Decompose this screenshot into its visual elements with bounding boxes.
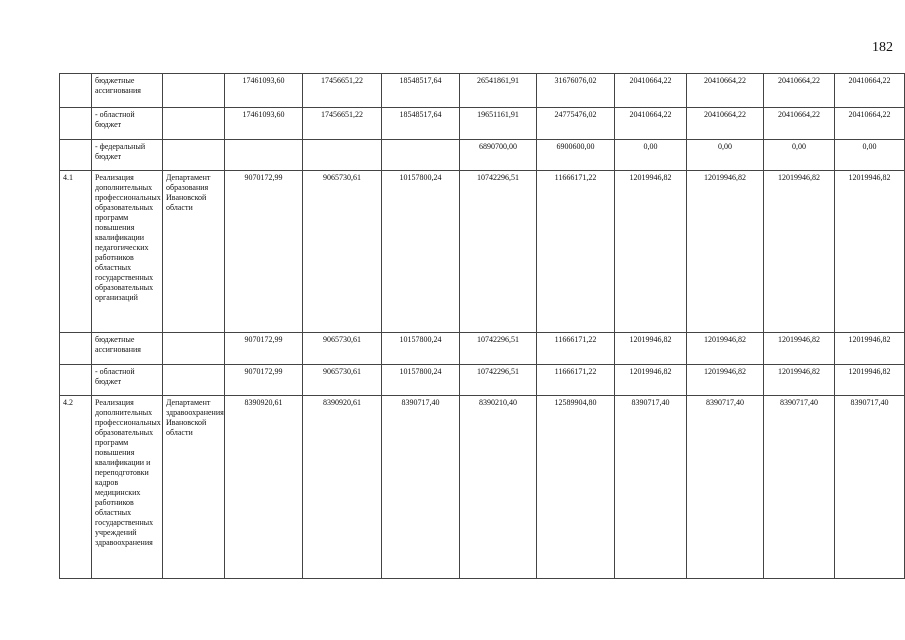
value-cell: 12019946,82 (615, 365, 687, 396)
value-cell: 17456651,22 (303, 108, 382, 140)
row-executor-cell (163, 74, 225, 108)
value-cell: 31676076,02 (537, 74, 615, 108)
value-cell: 9065730,61 (303, 171, 382, 333)
row-executor-cell (163, 140, 225, 171)
value-cell: 0,00 (615, 140, 687, 171)
value-cell: 9065730,61 (303, 333, 382, 365)
row-code-cell (60, 365, 92, 396)
value-cell: 19651161,91 (460, 108, 537, 140)
value-cell: 0,00 (687, 140, 764, 171)
table-row (60, 140, 905, 171)
value-cell: 18548517,64 (382, 74, 460, 108)
value-cell: 9070172,99 (225, 171, 303, 333)
value-cell: 24775476,02 (537, 108, 615, 140)
row-code-cell (60, 140, 92, 171)
value-cell: 10742296,51 (460, 171, 537, 333)
row-code-cell: 4.2 (60, 396, 92, 579)
value-cell: 20410664,22 (835, 108, 905, 140)
table-row (60, 333, 905, 365)
value-cell: 8390920,61 (303, 396, 382, 579)
row-name-cell: - областной бюджет (92, 365, 163, 396)
value-cell: 11666171,22 (537, 365, 615, 396)
row-name-cell: Реализация дополнительных профессиональных образовательных программ повышения квалификации педагогических работников областных государственных образовательных организаций (92, 171, 163, 333)
value-cell: 20410664,22 (615, 108, 687, 140)
value-cell: 0,00 (835, 140, 905, 171)
table-row (60, 365, 905, 396)
row-name-cell: Реализация дополнительных профессиональных образовательных программ повышения квалификации и переподготовки кадров медицинских работников областных государственных учреждений здравоохранения (92, 396, 163, 579)
value-cell: 17461093,60 (225, 108, 303, 140)
row-name-cell: бюджетные ассигнования (92, 74, 163, 108)
value-cell: 12019946,82 (764, 365, 835, 396)
value-cell: 20410664,22 (687, 74, 764, 108)
row-executor-cell (163, 333, 225, 365)
value-cell: 20410664,22 (764, 108, 835, 140)
value-cell: 9070172,99 (225, 365, 303, 396)
row-executor-cell: Департамент здравоохранения Ивановской области (163, 396, 225, 579)
value-cell: 12019946,82 (835, 365, 905, 396)
value-cell: 8390717,40 (382, 396, 460, 579)
value-cell: 18548517,64 (382, 108, 460, 140)
value-cell: 11666171,22 (537, 171, 615, 333)
value-cell: 8390717,40 (764, 396, 835, 579)
value-cell: 20410664,22 (687, 108, 764, 140)
row-name-cell: бюджетные ассигнования (92, 333, 163, 365)
value-cell: 12019946,82 (687, 171, 764, 333)
row-executor-cell (163, 108, 225, 140)
value-cell: 12019946,82 (764, 333, 835, 365)
row-code-cell: 4.1 (60, 171, 92, 333)
value-cell: 8390210,40 (460, 396, 537, 579)
row-executor-cell: Департамент образования Ивановской области (163, 171, 225, 333)
page-number: 182 (872, 40, 893, 55)
row-name-cell: - областной бюджет (92, 108, 163, 140)
value-cell: 9070172,99 (225, 333, 303, 365)
value-cell: 12019946,82 (687, 333, 764, 365)
value-cell: 0,00 (764, 140, 835, 171)
value-cell: 10742296,51 (460, 333, 537, 365)
value-cell: 17456651,22 (303, 74, 382, 108)
row-code-cell (60, 333, 92, 365)
value-cell: 8390717,40 (615, 396, 687, 579)
value-cell: 8390920,61 (225, 396, 303, 579)
value-cell (303, 140, 382, 171)
value-cell: 17461093,60 (225, 74, 303, 108)
table-row (60, 396, 905, 579)
value-cell: 11666171,22 (537, 333, 615, 365)
value-cell: 12019946,82 (615, 333, 687, 365)
value-cell: 12019946,82 (687, 365, 764, 396)
row-name-cell: - федеральный бюджет (92, 140, 163, 171)
budget-table (59, 73, 905, 579)
value-cell: 12019946,82 (835, 171, 905, 333)
row-executor-cell (163, 365, 225, 396)
value-cell: 10742296,51 (460, 365, 537, 396)
value-cell: 9065730,61 (303, 365, 382, 396)
value-cell: 20410664,22 (835, 74, 905, 108)
row-code-cell (60, 108, 92, 140)
value-cell (225, 140, 303, 171)
table-row (60, 108, 905, 140)
value-cell (382, 140, 460, 171)
value-cell: 8390717,40 (835, 396, 905, 579)
value-cell: 6890700,00 (460, 140, 537, 171)
value-cell: 6900600,00 (537, 140, 615, 171)
table-row (60, 74, 905, 108)
value-cell: 10157800,24 (382, 365, 460, 396)
value-cell: 10157800,24 (382, 171, 460, 333)
value-cell: 12589904,80 (537, 396, 615, 579)
value-cell: 26541861,91 (460, 74, 537, 108)
value-cell: 12019946,82 (835, 333, 905, 365)
value-cell: 12019946,82 (615, 171, 687, 333)
table-row (60, 171, 905, 333)
row-code-cell (60, 74, 92, 108)
value-cell: 10157800,24 (382, 333, 460, 365)
value-cell: 8390717,40 (687, 396, 764, 579)
value-cell: 20410664,22 (615, 74, 687, 108)
value-cell: 20410664,22 (764, 74, 835, 108)
value-cell: 12019946,82 (764, 171, 835, 333)
